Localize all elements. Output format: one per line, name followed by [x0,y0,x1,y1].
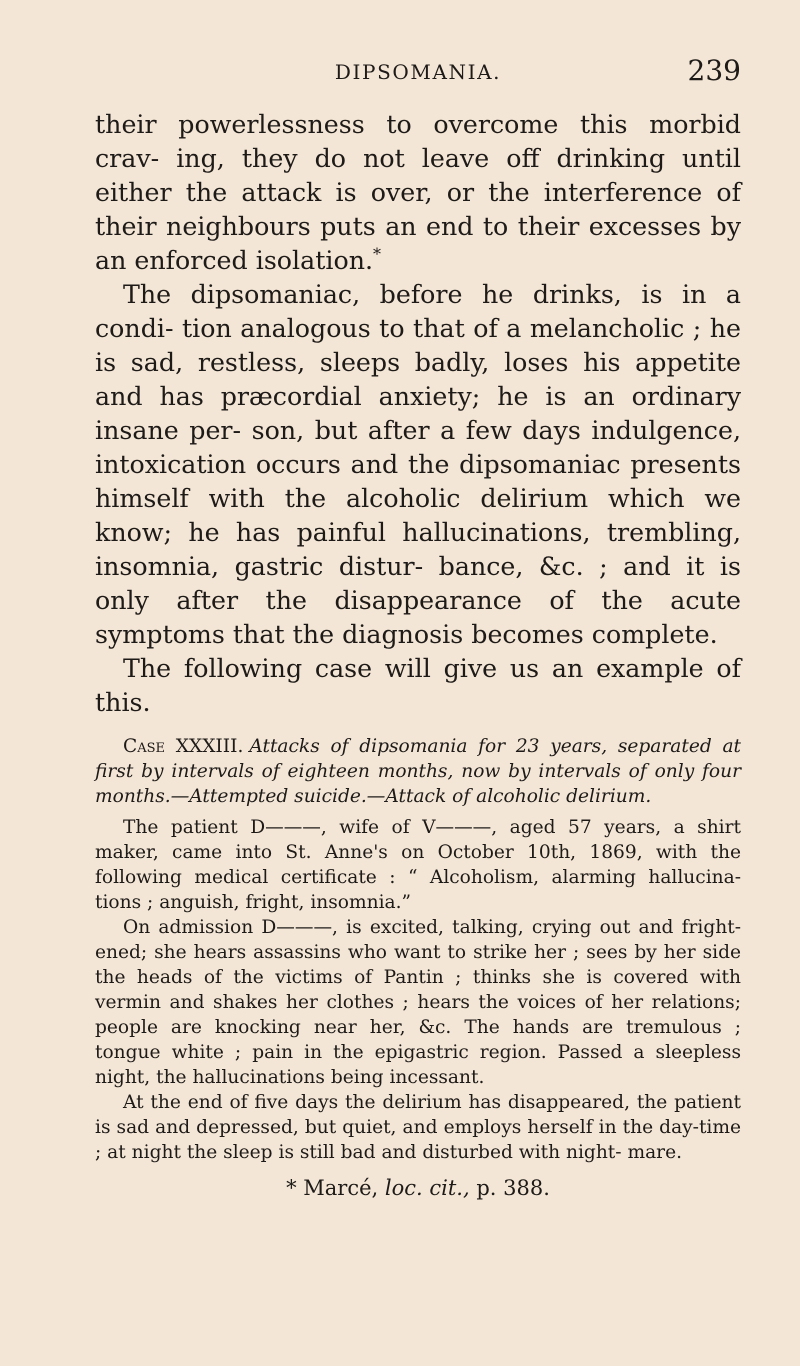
footnote-page: p. 388. [476,1176,550,1200]
case-report [95,734,741,1165]
case-paragraph-2: On admission D———, is excited, talking, crying out and fright- ened; she hears assassins who want to strike her ; sees by her side the heads of the victims of Pantin ; thinks she is covered with vermin and shakes her clothes ; hears the voices of her relations; people are knocking near her, &c. The hands are tremulous ; tongue white ; pain in the epigastric region. Passed a sleepless night, the hallucinations being incessant. [95,917,741,1088]
footnote-mark: * [286,1176,297,1200]
page-header [95,54,741,94]
case-paragraph-3: At the end of five days the delirium has disappeared, the patient is sad and depressed, but quiet, and employs herself in the day-time ; at night the sleep is still bad and disturbed with night- mare. [95,1092,741,1163]
case-heading [95,734,741,809]
case-summary: Attacks of dipsomania for 23 years, separated at first by intervals of eighteen months, now by intervals of only four months.—Attempted suicide.—Attack of alcoholic delirium. [95,736,741,807]
footnote-reference-mark: * [373,244,382,264]
paragraph-2: The dipsomaniac, before he drinks, is in a condi- tion analogous to that of a melancholic ; he is sad, restless, sleeps badly, loses his appetite and has præcordial anxiety; he is an ordinary insane per- son, but after a few days indulgence, intoxication occurs and the dipsomaniac presents himself with the alcoholic delirium which we know; he has painful hallucinations, trembling, insomnia, gastric distur- bance, &c. ; and it is only after the disappearance of the acute symptoms that the diagnosis becomes complete. [95,280,741,649]
paragraph-1 [95,108,741,278]
footnote-author: Marcé, [303,1176,379,1200]
paragraph-3: The following case will give us an example of this. [95,654,741,717]
main-text [95,108,741,720]
page-number: 239 [687,54,741,87]
case-paragraph-1: The patient D———, wife of V———, aged 57 years, a shirt maker, came into St. Anne's on October 10th, 1869, with the following medical certificate : “ Alcoholism, alarming hallucina- tions ; anguish, fright, insomnia.” [95,817,741,913]
footnote-reference: loc. cit., [384,1176,470,1200]
case-number: Case XXXIII. [123,736,244,757]
running-head: DIPSOMANIA. [334,60,502,84]
book-page [95,54,741,1344]
footnote [95,1175,741,1201]
paragraph-1-text: their powerlessness to overcome this morbid crav- ing, they do not leave off drinking until either the attack is over, or the interference of their neighbours puts an end to their excesses by an enforced isolation. [95,110,741,275]
